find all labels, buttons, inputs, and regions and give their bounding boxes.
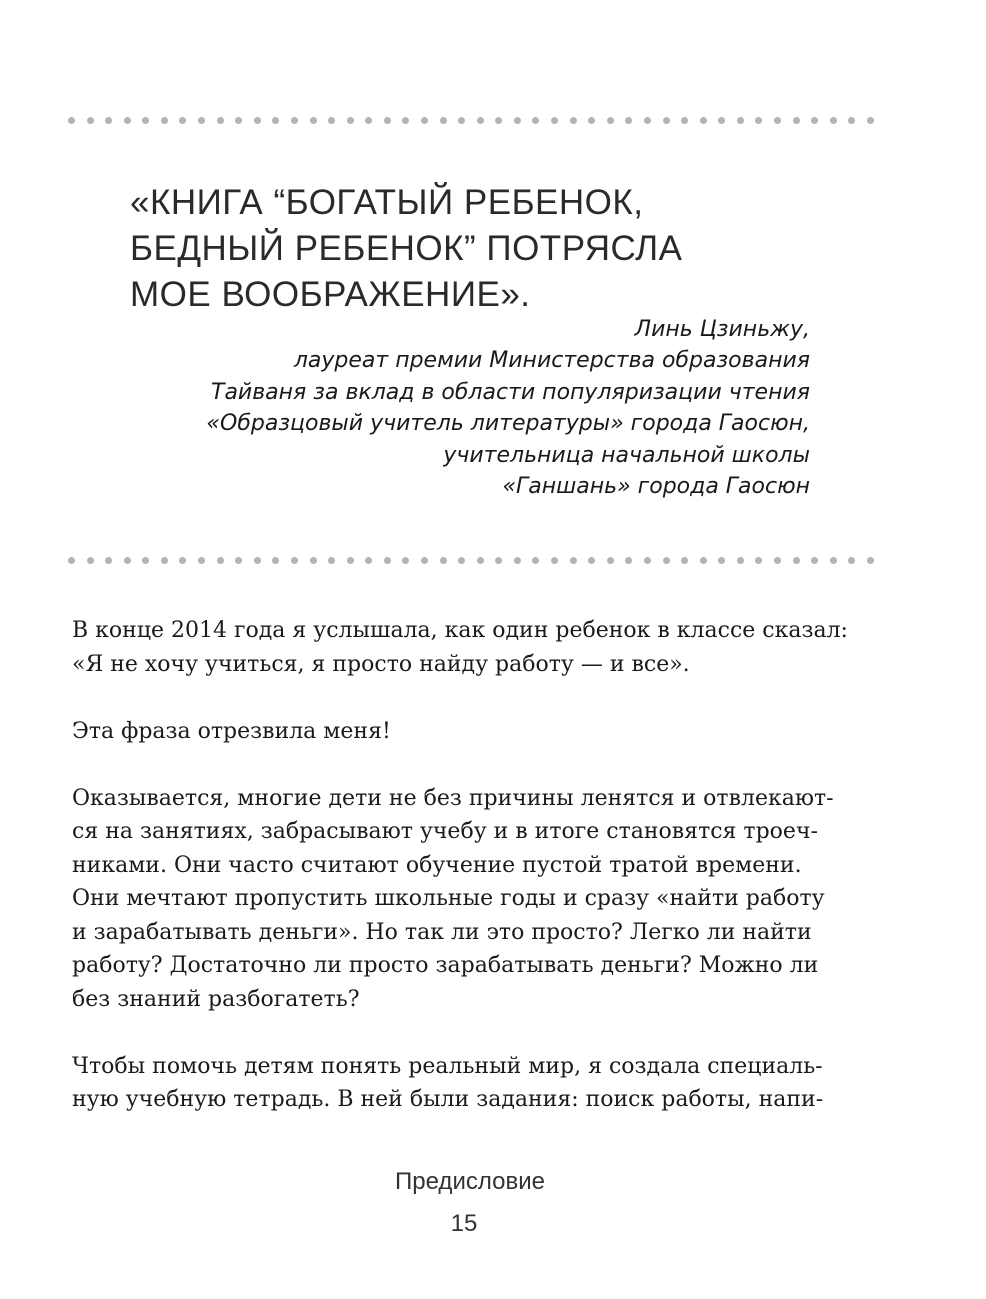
divider-dot (179, 117, 186, 124)
divider-dot (774, 557, 781, 564)
divider-dot (384, 117, 391, 124)
divider-dot (124, 117, 131, 124)
text-line: «Я не хочу учиться, я просто найду работу — и все». (72, 651, 690, 677)
divider-dot (737, 557, 744, 564)
attribution-line: лауреат премии Министерства образования (293, 348, 810, 374)
divider-dot (328, 557, 335, 564)
divider-dot (532, 557, 539, 564)
divider-dot (272, 557, 279, 564)
bottom-dotted-divider (68, 556, 874, 564)
divider-dot (625, 117, 632, 124)
divider-dot (328, 117, 335, 124)
divider-dot (755, 117, 762, 124)
divider-dot (663, 117, 670, 124)
running-footer-section: Предисловие (395, 1168, 545, 1195)
divider-dot (811, 117, 818, 124)
divider-dot (254, 117, 261, 124)
divider-dot (347, 117, 354, 124)
divider-dot (124, 557, 131, 564)
divider-dot (570, 117, 577, 124)
text-line: без знаний разбогатеть? (72, 986, 360, 1012)
divider-dot (755, 557, 762, 564)
divider-dot (830, 117, 837, 124)
divider-dot (458, 117, 465, 124)
divider-dot (830, 557, 837, 564)
divider-dot (179, 557, 186, 564)
divider-dot (458, 557, 465, 564)
divider-dot (347, 557, 354, 564)
attribution-line: «Ганшань» города Гаосюн (502, 474, 810, 500)
divider-dot (105, 557, 112, 564)
divider-dot (105, 117, 112, 124)
divider-dot (607, 557, 614, 564)
divider-dot (514, 557, 521, 564)
divider-dot (217, 117, 224, 124)
body-text (72, 614, 872, 1150)
divider-dot (514, 117, 521, 124)
text-line: ся на занятиях, забрасывают учебу и в итоге становятся троеч- (72, 819, 818, 844)
divider-dot (681, 117, 688, 124)
divider-dot (365, 117, 372, 124)
divider-dot (588, 557, 595, 564)
divider-dot (737, 117, 744, 124)
divider-dot (718, 557, 725, 564)
divider-dot (310, 557, 317, 564)
divider-dot (365, 557, 372, 564)
divider-dot (477, 117, 484, 124)
divider-dot (867, 557, 874, 564)
divider-dot (440, 557, 447, 564)
divider-dot (402, 557, 409, 564)
divider-dot (570, 557, 577, 564)
divider-dot (291, 557, 298, 564)
divider-dot (625, 557, 632, 564)
divider-dot (495, 557, 502, 564)
divider-dot (644, 117, 651, 124)
divider-dot (477, 557, 484, 564)
divider-dot (718, 117, 725, 124)
page-number: 15 (450, 1210, 478, 1237)
divider-dot (87, 117, 94, 124)
divider-dot (68, 557, 75, 564)
divider-dot (793, 557, 800, 564)
divider-dot (235, 117, 242, 124)
text-line: работу? Достаточно ли просто зарабатывать деньги? Можно ли (72, 953, 819, 978)
divider-dot (161, 117, 168, 124)
divider-dot (848, 557, 855, 564)
divider-dot (310, 117, 317, 124)
divider-dot (142, 117, 149, 124)
divider-dot (774, 117, 781, 124)
divider-dot (254, 557, 261, 564)
text-line: и зарабатывать деньги». Но так ли это просто? Легко ли найти (72, 919, 812, 945)
text-line: никами. Они часто считают обучение пустой тратой времени. (72, 852, 802, 878)
divider-dot (551, 557, 558, 564)
divider-dot (793, 117, 800, 124)
divider-dot (681, 557, 688, 564)
text-line: Они мечтают пропустить школьные годы и сразу «найти работу (72, 886, 825, 911)
divider-dot (495, 117, 502, 124)
divider-dot (68, 117, 75, 124)
divider-dot (421, 557, 428, 564)
attribution-line: Линь Цзиньжу, (634, 317, 810, 342)
divider-dot (402, 117, 409, 124)
divider-dot (663, 557, 670, 564)
divider-dot (607, 117, 614, 124)
top-dotted-divider (68, 116, 874, 124)
text-line: В конце 2014 года я услышала, как один ребенок в классе сказал: (72, 618, 848, 643)
quote-line: БЕДНЫЙ РЕБЕНОК” ПОТРЯСЛА (130, 229, 683, 268)
divider-dot (161, 557, 168, 564)
divider-dot (198, 117, 205, 124)
quote-line: «КНИГА “БОГАТЫЙ РЕБЕНОК, (130, 183, 644, 222)
text-line: ную учебную тетрадь. В ней были задания: поиск работы, напи- (72, 1087, 824, 1112)
divider-dot (811, 557, 818, 564)
divider-dot (867, 117, 874, 124)
divider-dot (700, 117, 707, 124)
text-line: Чтобы помочь детям понять реальный мир, я создала специаль- (72, 1053, 823, 1079)
quote-line: МОЕ ВООБРАЖЕНИЕ». (130, 275, 531, 314)
divider-dot (198, 557, 205, 564)
paragraph (72, 614, 872, 681)
paragraph (72, 782, 872, 1017)
divider-dot (551, 117, 558, 124)
paragraph (72, 715, 872, 749)
paragraph (72, 1050, 872, 1117)
divider-dot (235, 557, 242, 564)
divider-dot (142, 557, 149, 564)
attribution-line: учительница начальной школы (443, 442, 810, 468)
divider-dot (440, 117, 447, 124)
divider-dot (217, 557, 224, 564)
pull-quote (130, 180, 830, 318)
divider-dot (87, 557, 94, 564)
attribution-line: Тайваня за вклад в области популяризации чтения (211, 379, 810, 405)
divider-dot (644, 557, 651, 564)
text-line: Оказывается, многие дети не без причины ленятся и отвлекают- (72, 785, 834, 811)
attribution-line: «Образцовый учитель литературы» города Гаосюн, (206, 411, 810, 437)
divider-dot (700, 557, 707, 564)
text-line: Эта фраза отрезвила меня! (72, 718, 391, 744)
divider-dot (272, 117, 279, 124)
divider-dot (532, 117, 539, 124)
divider-dot (384, 557, 391, 564)
divider-dot (421, 117, 428, 124)
quote-attribution (110, 314, 810, 502)
divider-dot (588, 117, 595, 124)
divider-dot (848, 117, 855, 124)
divider-dot (291, 117, 298, 124)
